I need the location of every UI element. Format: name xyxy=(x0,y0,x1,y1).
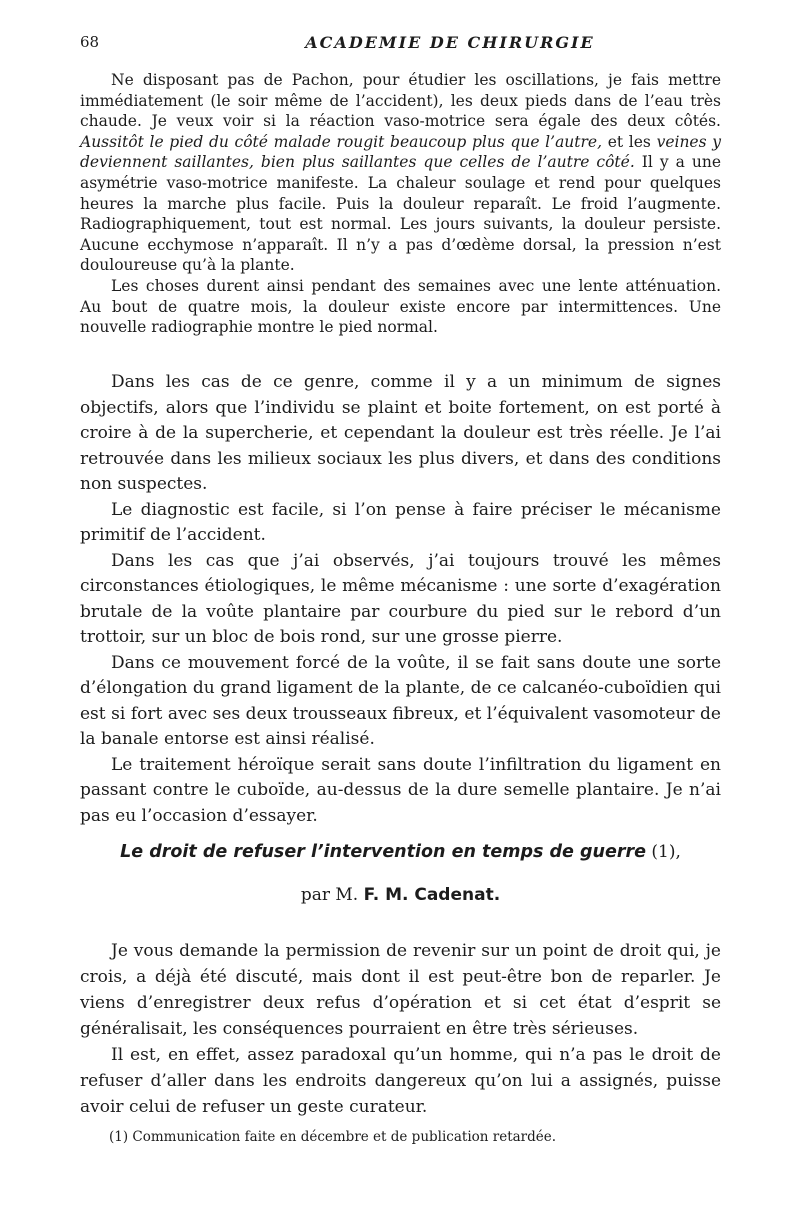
discussion-paragraph: Le diagnostic est facile, si l’on pense à faire préciser le mécanisme primitif de l’accident. xyxy=(80,499,721,545)
discussion-paragraph: Le traitement héroïque serait sans doute l’infiltration du ligament en passant contre le cuboïde, au-dessus de la dure semelle plantaire. Je n’ai pas eu l’occasion d’essayer. xyxy=(80,754,721,826)
italic-emphasis: veines y deviennent saillantes, bien plus saillantes que celles de l’autre côté. xyxy=(80,132,721,172)
case-paragraph-2: Les choses durent ainsi pendant des semaines avec une lente atténuation. Au bout de quatre mois, la douleur existe encore par intermittences. Une nouvelle radiographie montre le pied normal. xyxy=(80,276,721,337)
case-paragraph-1: Ne disposant pas de Pachon, pour étudier les oscillations, je fais mettre immédiatement (le soir même de l’accident), les deux pieds dans de l’eau très chaude. Je veux voir si la réaction vaso-motrice sera égale des deux côtés. Aussitôt le pied du côté malade rougit beaucoup plus que l’autre, et les veines y deviennent saillantes, bien plus saillantes que celles de l’autre côté. Il y a une asymétrie vaso-motrice manifeste. La chaleur soulage et rend pour quelques heures la marche plus facile. Puis la douleur reparaît. Le froid l’augmente. Radiographiquement, tout est normal. Les jours suivants, la douleur persiste. Aucune ecchymose n’apparaît. Il n’y a pas d’œdème dorsal, la pression n’est douloureuse qu’à la plante. xyxy=(80,71,721,275)
running-header xyxy=(80,33,720,57)
article-title: Le droit de refuser l’intervention en temps de guerre (1), xyxy=(120,842,681,862)
discussion-text xyxy=(80,370,721,829)
discussion-paragraph: Dans les cas de ce genre, comme il y a un minimum de signes objectifs, alors que l’individu se plaint et boite fortement, on est porté à croire à de la supercherie, et cependant la douleur est très réelle. Je l’ai retrouvée dans les milieux sociaux les plus divers, et dans des conditions non suspectes. xyxy=(80,372,721,494)
article-paragraph: Il est, en effet, assez paradoxal qu’un homme, qui n’a pas le droit de refuser d’aller dans les endroits dangereux qu’on lui a assignés, puisse avoir celui de refuser un geste curateur. xyxy=(80,1045,721,1117)
journal-title: ACADEMIE DE CHIRURGIE xyxy=(305,33,595,52)
article-body xyxy=(80,938,721,1120)
article-byline: par M. F. M. Cadenat. xyxy=(300,885,501,905)
page-number: 68 xyxy=(80,33,100,51)
author-name: F. M. Cadenat. xyxy=(363,885,501,905)
footnote-reference: (1), xyxy=(645,842,681,862)
footnote: (1) Communication faite en décembre et de publication retardée. xyxy=(109,1129,557,1145)
italic-emphasis: Aussitôt le pied du côté malade rougit beaucoup plus que l’autre, xyxy=(80,132,603,151)
case-report-text xyxy=(80,70,721,338)
article-paragraph: Je vous demande la permission de revenir sur un point de droit qui, je crois, a déjà été discuté, mais dont il est peut-être bon de reparler. Je viens d’enregistrer deux refus d’opération et si cet état d’esprit se généralisait, les conséquences pourraient en être très sérieuses. xyxy=(80,941,721,1039)
discussion-paragraph: Dans les cas que j’ai observés, j’ai toujours trouvé les mêmes circonstances étiologiques, le même mécanisme : une sorte d’exagération brutale de la voûte plantaire par courbure du pied sur le rebord d’un trottoir, sur un bloc de bois rond, sur une grosse pierre. xyxy=(80,550,721,647)
discussion-paragraph: Dans ce mouvement forcé de la voûte, il se fait sans doute une sorte d’élongation du grand ligament de la plante, de ce calcanéo-cuboïdien qui est si fort avec ses deux trousseaux fibreux, et l’équivalent vasomoteur de la banale entorse est ainsi réalisé. xyxy=(80,652,721,749)
